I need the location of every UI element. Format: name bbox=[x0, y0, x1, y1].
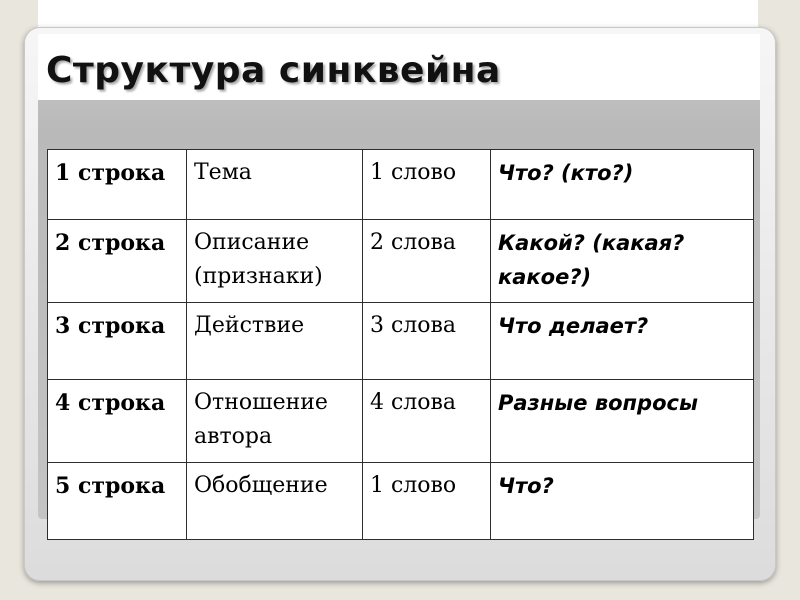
table-row bbox=[48, 150, 754, 220]
question-cell: Какой? (какая? какое?) bbox=[491, 220, 754, 303]
table-row bbox=[48, 303, 754, 380]
question-cell: Что делает? bbox=[491, 303, 754, 380]
line-number-cell: 2 строка bbox=[48, 220, 187, 303]
word-count-cell: 3 слова bbox=[363, 303, 491, 380]
word-count-cell: 1 слово bbox=[363, 463, 491, 540]
question-cell: Разные вопросы bbox=[491, 380, 754, 463]
cinquain-structure-table bbox=[47, 149, 754, 540]
table-row bbox=[48, 220, 754, 303]
line-content-cell: Обобщение bbox=[187, 463, 363, 540]
line-number-cell: 3 строка bbox=[48, 303, 187, 380]
question-cell: Что? (кто?) bbox=[491, 150, 754, 220]
table-row bbox=[48, 463, 754, 540]
line-content-cell: Действие bbox=[187, 303, 363, 380]
word-count-cell: 2 слова bbox=[363, 220, 491, 303]
cinquain-structure-table-wrapper bbox=[47, 149, 753, 539]
word-count-cell: 1 слово bbox=[363, 150, 491, 220]
line-content-cell: Описание (признаки) bbox=[187, 220, 363, 303]
line-number-cell: 5 строка bbox=[48, 463, 187, 540]
line-content-cell: Отношение автора bbox=[187, 380, 363, 463]
slide-title: Структура синквейна bbox=[46, 50, 501, 91]
question-cell: Что? bbox=[491, 463, 754, 540]
line-content-cell: Тема bbox=[187, 150, 363, 220]
line-number-cell: 1 строка bbox=[48, 150, 187, 220]
table-row bbox=[48, 380, 754, 463]
word-count-cell: 4 слова bbox=[363, 380, 491, 463]
line-number-cell: 4 строка bbox=[48, 380, 187, 463]
